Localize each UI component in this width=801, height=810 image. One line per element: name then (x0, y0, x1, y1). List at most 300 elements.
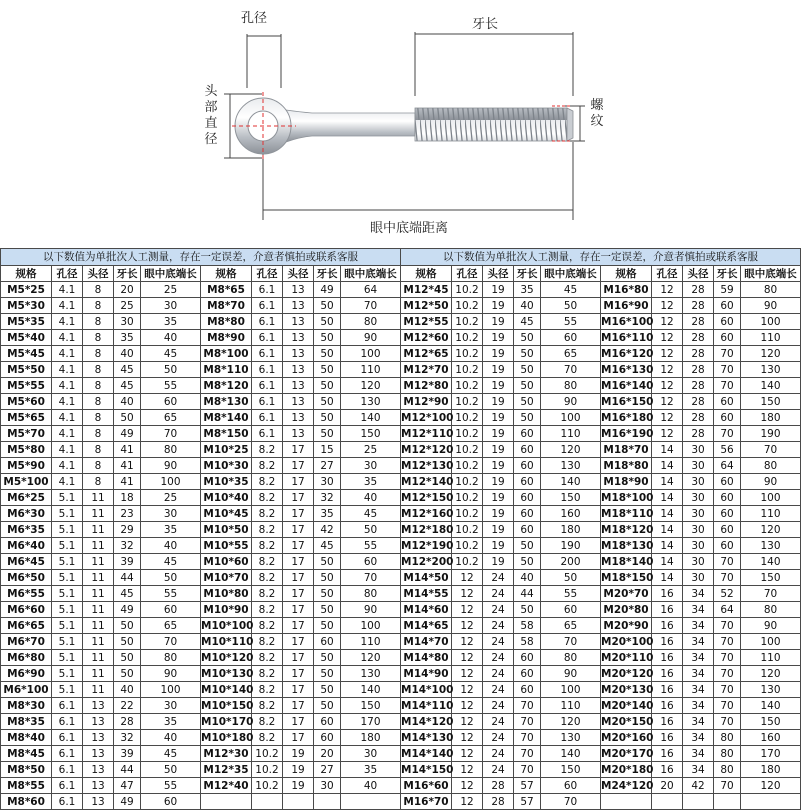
value-cell: 11 (83, 586, 114, 602)
value-cell: 19 (483, 538, 514, 554)
spec-cell: M6*80 (1, 650, 52, 666)
value-cell: 28 (483, 794, 514, 810)
value-cell: 8.2 (252, 714, 283, 730)
value-cell: 44 (114, 762, 141, 778)
value-cell: 11 (83, 634, 114, 650)
spec-cell: M5*35 (1, 314, 52, 330)
value-cell: 28 (683, 394, 714, 410)
value-cell: 60 (314, 714, 341, 730)
value-cell: 190 (541, 538, 601, 554)
value-cell: 19 (283, 778, 314, 794)
value-cell: 28 (683, 298, 714, 314)
value-cell: 8 (83, 298, 114, 314)
column-header: 规格 (601, 266, 652, 282)
value-cell: 30 (683, 538, 714, 554)
value-cell: 28 (683, 410, 714, 426)
value-cell: 60 (514, 458, 541, 474)
value-cell: 19 (483, 394, 514, 410)
value-cell: 70 (514, 714, 541, 730)
value-cell: 19 (483, 410, 514, 426)
value-cell: 22 (114, 698, 141, 714)
value-cell: 70 (341, 570, 401, 586)
spec-cell: M18*90 (601, 474, 652, 490)
value-cell: 6.1 (252, 378, 283, 394)
spec-cell: M8*90 (201, 330, 252, 346)
value-cell: 6.1 (252, 394, 283, 410)
value-cell: 10.2 (452, 314, 483, 330)
spec-cell: M6*60 (1, 602, 52, 618)
value-cell: 20 (114, 282, 141, 298)
value-cell: 80 (341, 314, 401, 330)
value-cell: 57 (514, 794, 541, 810)
value-cell: 30 (683, 490, 714, 506)
table-row (401, 730, 801, 746)
table-row (401, 282, 801, 298)
value-cell: 30 (683, 458, 714, 474)
value-cell: 45 (141, 746, 201, 762)
value-cell: 70 (741, 586, 801, 602)
table-row (401, 586, 801, 602)
value-cell: 50 (314, 570, 341, 586)
value-cell: 58 (514, 634, 541, 650)
value-cell: 35 (141, 522, 201, 538)
value-cell: 70 (714, 778, 741, 794)
value-cell: 70 (741, 442, 801, 458)
table-row (1, 682, 401, 698)
table-row (1, 586, 401, 602)
spec-cell (201, 794, 252, 810)
value-cell: 8 (83, 458, 114, 474)
spec-cell: M18*140 (601, 555, 654, 568)
spec-cell: M16*130 (601, 363, 654, 376)
value-cell: 50 (314, 314, 341, 330)
value-cell: 16 (652, 650, 683, 666)
hole-diameter-label: 孔径 (241, 11, 268, 26)
value-cell: 50 (114, 666, 141, 682)
value-cell: 70 (714, 362, 741, 378)
spec-cell: M12*190 (401, 539, 454, 552)
value-cell: 4.1 (52, 330, 83, 346)
spec-cell: M8*30 (1, 698, 52, 714)
value-cell: 70 (714, 618, 741, 634)
value-cell: 50 (314, 394, 341, 410)
value-cell: 39 (114, 746, 141, 762)
value-cell: 6.1 (252, 362, 283, 378)
spec-cell: M6*25 (1, 490, 52, 506)
value-cell: 80 (741, 282, 801, 298)
value-cell: 19 (483, 442, 514, 458)
value-cell: 13 (83, 714, 114, 730)
value-cell: 65 (541, 618, 601, 634)
spec-cell: M10*60 (201, 554, 252, 570)
value-cell: 4.1 (52, 346, 83, 362)
table-row (1, 506, 401, 522)
value-cell: 17 (283, 698, 314, 714)
value-cell: 12 (452, 714, 483, 730)
value-cell: 35 (341, 762, 401, 778)
value-cell: 23 (114, 506, 141, 522)
value-cell: 11 (83, 554, 114, 570)
value-cell: 12 (652, 330, 683, 346)
value-cell: 80 (141, 442, 201, 458)
value-cell: 8.2 (252, 698, 283, 714)
spec-cell: M10*130 (201, 667, 254, 680)
value-cell: 120 (541, 714, 601, 730)
value-cell: 24 (483, 730, 514, 746)
column-header: 头径 (283, 266, 314, 282)
value-cell: 60 (714, 522, 741, 538)
value-cell: 35 (314, 506, 341, 522)
spec-cell: M10*90 (201, 602, 252, 618)
value-cell: 50 (541, 298, 601, 314)
value-cell: 27 (314, 762, 341, 778)
value-cell: 16 (652, 586, 683, 602)
table-row (401, 602, 801, 618)
spec-cell: M12*45 (401, 282, 452, 298)
value-cell: 8 (83, 442, 114, 458)
value-cell: 29 (114, 522, 141, 538)
value-cell: 130 (541, 730, 601, 746)
value-cell: 6.1 (52, 746, 83, 762)
column-header: 孔径 (452, 266, 483, 282)
value-cell: 55 (341, 538, 401, 554)
value-cell: 4.1 (52, 394, 83, 410)
value-cell: 16 (652, 602, 683, 618)
value-cell: 120 (541, 442, 601, 458)
value-cell: 40 (341, 490, 401, 506)
value-cell: 34 (683, 634, 714, 650)
value-cell: 8 (83, 314, 114, 330)
value-cell: 24 (483, 714, 514, 730)
spec-cell: M20*110 (601, 651, 654, 664)
spec-cell: M10*180 (201, 731, 254, 744)
value-cell: 180 (741, 410, 801, 426)
value-cell: 34 (683, 618, 714, 634)
spec-cell: M8*65 (201, 282, 252, 298)
value-cell: 8.2 (252, 554, 283, 570)
head-diameter-label: 头部直径 (204, 84, 218, 147)
spec-cell: M20*140 (601, 699, 654, 712)
value-cell: 28 (483, 778, 514, 794)
value-cell: 60 (541, 330, 601, 346)
value-cell: 12 (652, 282, 683, 298)
table-row (1, 778, 401, 794)
value-cell: 45 (541, 282, 601, 298)
table-row (1, 618, 401, 634)
value-cell: 12 (452, 794, 483, 810)
value-cell: 24 (483, 634, 514, 650)
value-cell: 19 (283, 762, 314, 778)
spec-cell: M16*150 (601, 395, 654, 408)
value-cell: 90 (541, 666, 601, 682)
value-cell: 50 (314, 682, 341, 698)
spec-cell: M5*25 (1, 282, 52, 298)
value-cell: 32 (314, 490, 341, 506)
value-cell (652, 794, 683, 810)
value-cell: 25 (141, 282, 201, 298)
value-cell: 110 (741, 506, 801, 522)
value-cell: 8.2 (252, 602, 283, 618)
table-row (401, 314, 801, 330)
value-cell: 35 (141, 314, 201, 330)
table-row (401, 570, 801, 586)
spec-cell: M20*150 (601, 715, 654, 728)
value-cell: 17 (283, 602, 314, 618)
value-cell: 30 (683, 506, 714, 522)
value-cell: 8.2 (252, 650, 283, 666)
column-header: 眼中底端长 (541, 266, 601, 282)
spec-cell: M5*55 (1, 378, 52, 394)
value-cell: 17 (283, 634, 314, 650)
table-row (401, 794, 801, 810)
table-row (1, 730, 401, 746)
value-cell: 18 (114, 490, 141, 506)
spec-cell: M18*130 (601, 539, 654, 552)
value-cell: 6.1 (252, 426, 283, 442)
value-cell: 150 (541, 490, 601, 506)
spec-cell: M5*70 (1, 426, 52, 442)
spec-cell: M18*70 (601, 442, 652, 458)
value-cell: 28 (683, 378, 714, 394)
value-cell: 19 (283, 746, 314, 762)
value-cell: 8.2 (252, 634, 283, 650)
value-cell: 12 (452, 682, 483, 698)
value-cell: 60 (314, 730, 341, 746)
value-cell: 45 (341, 506, 401, 522)
value-cell: 60 (714, 474, 741, 490)
value-cell: 80 (714, 762, 741, 778)
value-cell: 180 (541, 522, 601, 538)
value-cell: 17 (283, 586, 314, 602)
value-cell: 130 (741, 682, 801, 698)
value-cell: 80 (741, 458, 801, 474)
value-cell: 50 (341, 522, 401, 538)
value-cell: 28 (683, 362, 714, 378)
value-cell: 17 (283, 522, 314, 538)
value-cell: 5.1 (52, 522, 83, 538)
value-cell: 25 (341, 442, 401, 458)
spec-cell: M18*80 (601, 458, 652, 474)
value-cell: 45 (141, 554, 201, 570)
value-cell: 100 (541, 410, 601, 426)
value-cell: 60 (341, 554, 401, 570)
value-cell: 13 (83, 730, 114, 746)
table-row (401, 650, 801, 666)
table-row (1, 794, 401, 810)
value-cell: 13 (283, 282, 314, 298)
value-cell: 17 (283, 458, 314, 474)
value-cell: 17 (283, 714, 314, 730)
value-cell: 11 (83, 650, 114, 666)
table-row (1, 378, 401, 394)
value-cell: 12 (652, 426, 683, 442)
value-cell: 40 (141, 730, 201, 746)
value-cell: 17 (283, 490, 314, 506)
spec-cell: M18*150 (601, 571, 654, 584)
value-cell: 10.2 (452, 410, 483, 426)
value-cell: 64 (714, 602, 741, 618)
value-cell: 30 (141, 506, 201, 522)
value-cell: 64 (341, 282, 401, 298)
value-cell: 80 (141, 650, 201, 666)
value-cell: 50 (314, 426, 341, 442)
value-cell: 130 (541, 458, 601, 474)
value-cell: 110 (341, 634, 401, 650)
spec-cell: M8*130 (201, 394, 252, 410)
value-cell: 55 (141, 778, 201, 794)
value-cell: 45 (114, 378, 141, 394)
column-header: 牙长 (514, 266, 541, 282)
spec-cell: M12*160 (401, 507, 454, 520)
value-cell: 14 (652, 458, 683, 474)
spec-cell: M16*70 (401, 794, 452, 810)
value-cell: 70 (714, 346, 741, 362)
value-cell: 60 (714, 314, 741, 330)
table-row (401, 618, 801, 634)
value-cell: 39 (114, 554, 141, 570)
value-cell: 70 (541, 362, 601, 378)
value-cell: 13 (83, 778, 114, 794)
spec-cell: M16*60 (401, 778, 452, 794)
value-cell: 42 (314, 522, 341, 538)
value-cell: 17 (283, 538, 314, 554)
column-header: 规格 (1, 266, 52, 282)
value-cell: 60 (714, 490, 741, 506)
value-cell: 50 (141, 362, 201, 378)
table-row (1, 522, 401, 538)
value-cell: 11 (83, 666, 114, 682)
value-cell: 60 (714, 330, 741, 346)
value-cell: 50 (514, 394, 541, 410)
spec-cell: M5*80 (1, 442, 52, 458)
value-cell: 4.1 (52, 458, 83, 474)
value-cell: 45 (314, 538, 341, 554)
table-row (1, 650, 401, 666)
value-cell: 13 (283, 378, 314, 394)
value-cell: 50 (314, 410, 341, 426)
value-cell: 50 (141, 570, 201, 586)
value-cell: 6.1 (252, 330, 283, 346)
value-cell: 16 (652, 762, 683, 778)
value-cell: 55 (141, 586, 201, 602)
spec-cell: M12*120 (401, 443, 454, 456)
value-cell: 13 (83, 698, 114, 714)
value-cell: 13 (83, 794, 114, 810)
value-cell: 70 (714, 634, 741, 650)
table-row (401, 298, 801, 314)
value-cell: 5.1 (52, 602, 83, 618)
spec-cell: M20*170 (601, 747, 654, 760)
value-cell: 12 (452, 570, 483, 586)
value-cell: 30 (141, 698, 201, 714)
value-cell: 50 (314, 666, 341, 682)
value-cell: 50 (314, 554, 341, 570)
value-cell: 30 (683, 474, 714, 490)
value-cell: 17 (283, 666, 314, 682)
table-row (401, 490, 801, 506)
column-header: 孔径 (652, 266, 683, 282)
table-row (1, 442, 401, 458)
value-cell: 80 (541, 378, 601, 394)
value-cell: 140 (741, 378, 801, 394)
value-cell: 12 (452, 762, 483, 778)
value-cell: 5.1 (52, 570, 83, 586)
spec-cell: M6*40 (1, 538, 52, 554)
spec-cell: M12*35 (201, 762, 252, 778)
value-cell: 4.1 (52, 474, 83, 490)
spec-cell: M14*65 (401, 618, 452, 634)
spec-cell: M12*55 (401, 314, 452, 330)
value-cell: 41 (114, 442, 141, 458)
value-cell: 56 (714, 442, 741, 458)
value-cell: 100 (741, 634, 801, 650)
value-cell: 49 (114, 794, 141, 810)
spec-cell: M6*50 (1, 570, 52, 586)
table-row (1, 330, 401, 346)
value-cell: 12 (652, 314, 683, 330)
value-cell: 50 (314, 346, 341, 362)
value-cell: 19 (483, 458, 514, 474)
spec-cell: M12*70 (401, 362, 452, 378)
value-cell: 120 (341, 378, 401, 394)
value-cell: 8.2 (252, 538, 283, 554)
value-cell: 20 (314, 746, 341, 762)
value-cell: 40 (114, 682, 141, 698)
value-cell: 120 (741, 666, 801, 682)
value-cell (683, 794, 714, 810)
value-cell: 45 (114, 362, 141, 378)
value-cell: 49 (114, 602, 141, 618)
value-cell: 140 (541, 746, 601, 762)
spec-cell: M20*160 (601, 731, 654, 744)
value-cell: 40 (514, 570, 541, 586)
value-cell: 25 (114, 298, 141, 314)
value-cell: 8.2 (252, 730, 283, 746)
table-row (1, 602, 401, 618)
value-cell: 27 (314, 458, 341, 474)
spec-cell: M8*110 (201, 362, 252, 378)
spec-cell: M10*50 (201, 522, 252, 538)
spec-cell: M8*140 (201, 410, 252, 426)
value-cell: 8 (83, 410, 114, 426)
spec-cell: M14*110 (401, 699, 454, 712)
value-cell: 12 (652, 410, 683, 426)
value-cell: 50 (314, 698, 341, 714)
value-cell: 5.1 (52, 666, 83, 682)
value-cell: 70 (714, 714, 741, 730)
value-cell: 150 (741, 714, 801, 730)
value-cell: 44 (514, 586, 541, 602)
value-cell: 34 (683, 586, 714, 602)
value-cell: 60 (514, 522, 541, 538)
table-row (401, 362, 801, 378)
column-header: 眼中底端长 (341, 266, 401, 282)
value-cell: 12 (652, 378, 683, 394)
value-cell: 65 (141, 618, 201, 634)
value-cell: 6.1 (252, 282, 283, 298)
value-cell: 19 (483, 314, 514, 330)
value-cell: 110 (541, 698, 601, 714)
value-cell: 34 (683, 666, 714, 682)
value-cell: 8.2 (252, 506, 283, 522)
value-cell: 10.2 (452, 554, 483, 570)
value-cell: 50 (114, 650, 141, 666)
value-cell: 8 (83, 346, 114, 362)
table-row (401, 746, 801, 762)
table-row (401, 522, 801, 538)
spec-cell: M16*120 (601, 347, 654, 360)
value-cell: 70 (141, 426, 201, 442)
